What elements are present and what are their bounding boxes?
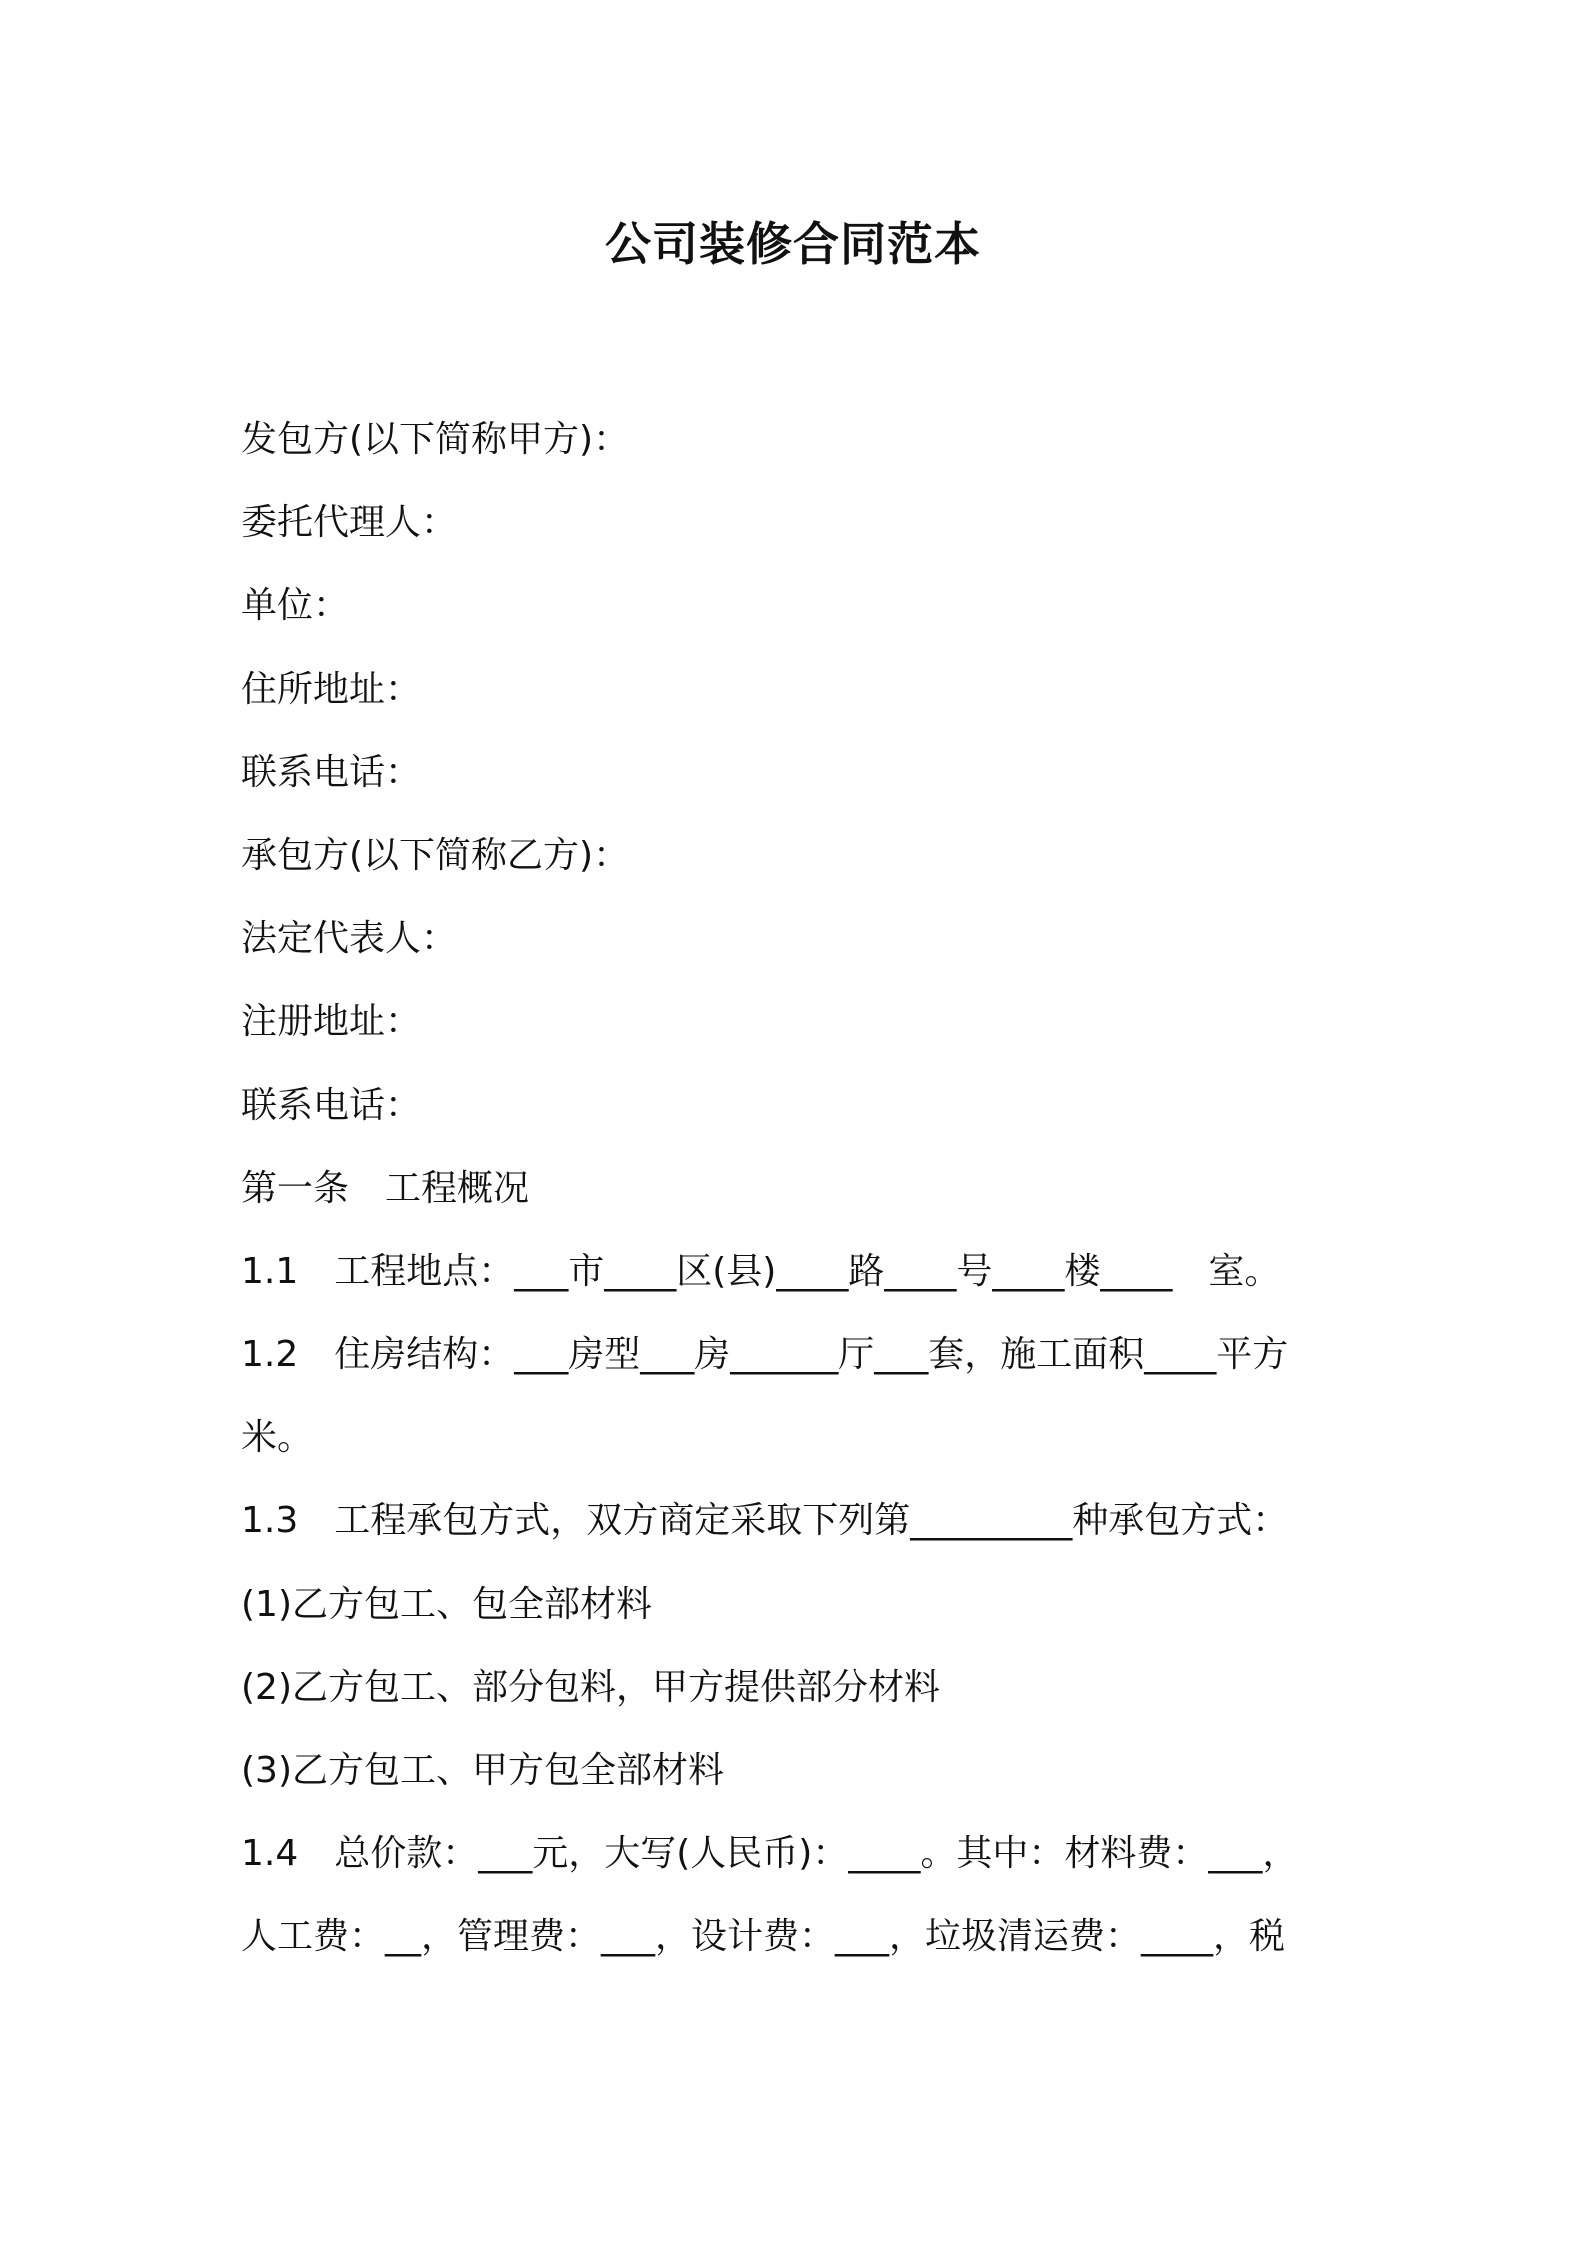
unit-line: 单位：: [241, 585, 350, 627]
clause-1-2-continued: 米。: [241, 1417, 314, 1459]
document-body: [241, 403, 1351, 1984]
clause-1-3: 1.3 工程承包方式，双方商定采取下列第_________种承包方式：: [241, 1500, 1289, 1542]
clause-1-1: 1.1 工程地点：___市____区(县)____路____号____楼____ 室。: [241, 1250, 1281, 1292]
option-1: (1)乙方包工、包全部材料: [241, 1583, 652, 1625]
phone-line-b: 联系电话：: [241, 1084, 422, 1126]
clause-1-2: 1.2 住房结构：___房型___房______厅___套，施工面积____平方: [241, 1334, 1289, 1376]
party-a-line: 发包方(以下简称甲方)：: [241, 419, 630, 460]
option-2: (2)乙方包工、部分包料，甲方提供部分材料: [241, 1666, 940, 1708]
legal-rep-line: 法定代表人：: [241, 918, 458, 960]
clause-1-4-continued: 人工费：__，管理费：___，设计费：___，垃圾清运费：____，税: [241, 1916, 1286, 1958]
phone-line-a: 联系电话：: [241, 751, 422, 793]
party-b-line: 承包方(以下简称乙方)：: [241, 834, 630, 876]
option-3: (3)乙方包工、甲方包全部材料: [241, 1750, 724, 1791]
clause-1-4: 1.4 总价款：___元，大写(人民币)：____。其中：材料费：___，: [241, 1833, 1299, 1875]
article-one-heading: 第一条 工程概况: [241, 1167, 530, 1209]
registered-address-line: 注册地址：: [241, 1001, 422, 1043]
document-title: 公司装修合同范本: [605, 217, 981, 271]
agent-line: 委托代理人：: [241, 502, 458, 544]
address-line: 住所地址：: [241, 668, 422, 710]
